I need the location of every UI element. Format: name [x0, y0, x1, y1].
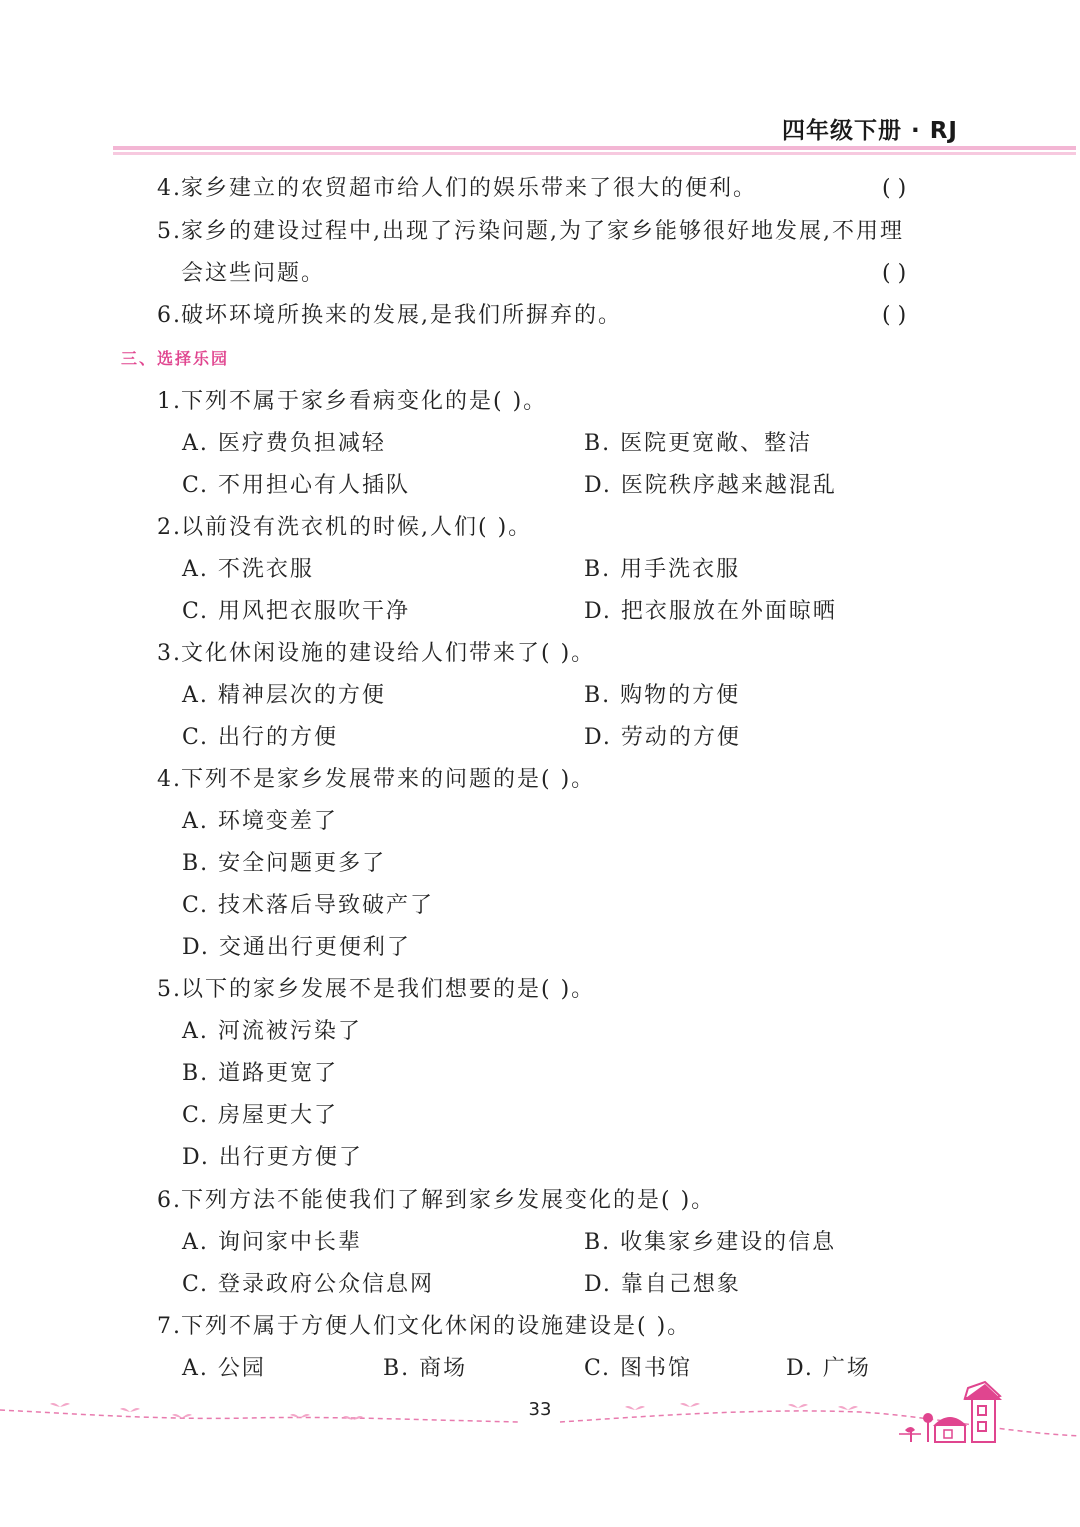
- option-d[interactable]: D. 医院秩序越来越混乱: [584, 473, 837, 498]
- option-c[interactable]: C. 房屋更大了: [182, 1103, 339, 1128]
- option-a[interactable]: A. 河流被污染了: [182, 1019, 362, 1044]
- option-b[interactable]: B. 购物的方便: [584, 683, 741, 708]
- option-row: [0, 1138, 1080, 1178]
- question-number: 7.: [157, 1314, 182, 1339]
- option-row: [0, 1054, 1080, 1094]
- option-b[interactable]: B. 收集家乡建设的信息: [584, 1230, 837, 1255]
- option-c[interactable]: C. 用风把衣服吹干净: [182, 599, 411, 624]
- option-row: [0, 844, 1080, 884]
- header-rule: [113, 146, 1076, 150]
- question-number: 6.: [157, 1188, 182, 1213]
- question-number: 4.: [157, 176, 182, 201]
- option-a[interactable]: A. 环境变差了: [182, 809, 338, 834]
- option-b[interactable]: B. 安全问题更多了: [182, 851, 387, 876]
- option-row: [0, 1012, 1080, 1052]
- judgment-item-5: [0, 212, 1080, 252]
- option-d[interactable]: D. 广场: [786, 1356, 871, 1381]
- judgment-item-6: [0, 296, 1080, 336]
- answer-parentheses[interactable]: ( ): [882, 303, 907, 328]
- option-row: [0, 1223, 1080, 1263]
- answer-parentheses[interactable]: ( ): [882, 261, 907, 286]
- question-number: 4.: [157, 767, 182, 792]
- question-text: 下列不是家乡发展带来的问题的是( )。: [181, 767, 596, 792]
- option-a[interactable]: A. 公园: [182, 1356, 266, 1381]
- question-number: 6.: [157, 303, 182, 328]
- page-number: 33: [528, 1399, 552, 1420]
- option-row: [0, 424, 1080, 464]
- question-2: [0, 508, 1080, 548]
- question-3: [0, 634, 1080, 674]
- answer-parentheses[interactable]: ( ): [882, 176, 907, 201]
- option-row: [0, 802, 1080, 842]
- question-text: 下列不属于家乡看病变化的是( )。: [181, 389, 548, 414]
- option-c[interactable]: C. 图书馆: [584, 1356, 693, 1381]
- option-a[interactable]: A. 询问家中长辈: [182, 1230, 362, 1255]
- option-row: [0, 1096, 1080, 1136]
- option-row: [0, 1265, 1080, 1305]
- header-title: 四年级下册 · RJ: [781, 118, 958, 144]
- option-row: [0, 718, 1080, 758]
- question-4: [0, 760, 1080, 800]
- question-7: [0, 1307, 1080, 1347]
- question-text: 以下的家乡发展不是我们想要的是( )。: [181, 977, 596, 1002]
- option-c[interactable]: C. 出行的方便: [182, 725, 339, 750]
- question-text: 家乡建立的农贸超市给人们的娱乐带来了很大的便利。: [181, 176, 758, 201]
- section-title: 三、选择乐园: [121, 349, 230, 368]
- question-number: 1.: [157, 389, 182, 414]
- question-text: 下列方法不能使我们了解到家乡发展变化的是( )。: [181, 1188, 716, 1213]
- question-text: 破坏环境所换来的发展,是我们所摒弃的。: [181, 303, 622, 328]
- judgment-item-4: [0, 169, 1080, 209]
- question-text-continued: 会这些问题。: [181, 261, 326, 286]
- option-d[interactable]: D. 靠自己想象: [584, 1272, 741, 1297]
- option-b[interactable]: B. 商场: [383, 1356, 468, 1381]
- option-row: [0, 928, 1080, 968]
- question-text: 下列不属于方便人们文化休闲的设施建设是( )。: [181, 1314, 692, 1339]
- option-c[interactable]: C. 登录政府公众信息网: [182, 1272, 435, 1297]
- question-number: 5.: [157, 977, 182, 1002]
- option-d[interactable]: D. 劳动的方便: [584, 725, 741, 750]
- option-d[interactable]: D. 交通出行更便利了: [182, 935, 411, 960]
- option-row: [0, 592, 1080, 632]
- question-text: 家乡的建设过程中,出现了污染问题,为了家乡能够很好地发展,不用理: [181, 219, 904, 244]
- header-rule-secondary: [113, 152, 1076, 155]
- question-number: 3.: [157, 641, 182, 666]
- option-c[interactable]: C. 技术落后导致破产了: [182, 893, 435, 918]
- option-b[interactable]: B. 道路更宽了: [182, 1061, 339, 1086]
- option-row: [0, 466, 1080, 506]
- option-d[interactable]: D. 出行更方便了: [182, 1145, 363, 1170]
- question-6: [0, 1181, 1080, 1221]
- question-5: [0, 970, 1080, 1010]
- option-row: [0, 550, 1080, 590]
- option-a[interactable]: A. 医疗费负担减轻: [182, 431, 386, 456]
- option-row: [0, 676, 1080, 716]
- option-a[interactable]: A. 精神层次的方便: [182, 683, 386, 708]
- question-text: 以前没有洗衣机的时候,人们( )。: [181, 515, 533, 540]
- question-text: 文化休闲设施的建设给人们带来了( )。: [181, 641, 596, 666]
- option-b[interactable]: B. 用手洗衣服: [584, 557, 741, 582]
- question-number: 5.: [157, 219, 182, 244]
- option-c[interactable]: C. 不用担心有人插队: [182, 473, 411, 498]
- judgment-item-5-continued: [0, 254, 1080, 294]
- question-1: [0, 382, 1080, 422]
- option-b[interactable]: B. 医院更宽敞、整洁: [584, 431, 813, 456]
- question-number: 2.: [157, 515, 182, 540]
- option-d[interactable]: D. 把衣服放在外面晾晒: [584, 599, 837, 624]
- option-a[interactable]: A. 不洗衣服: [182, 557, 314, 582]
- option-row: [0, 886, 1080, 926]
